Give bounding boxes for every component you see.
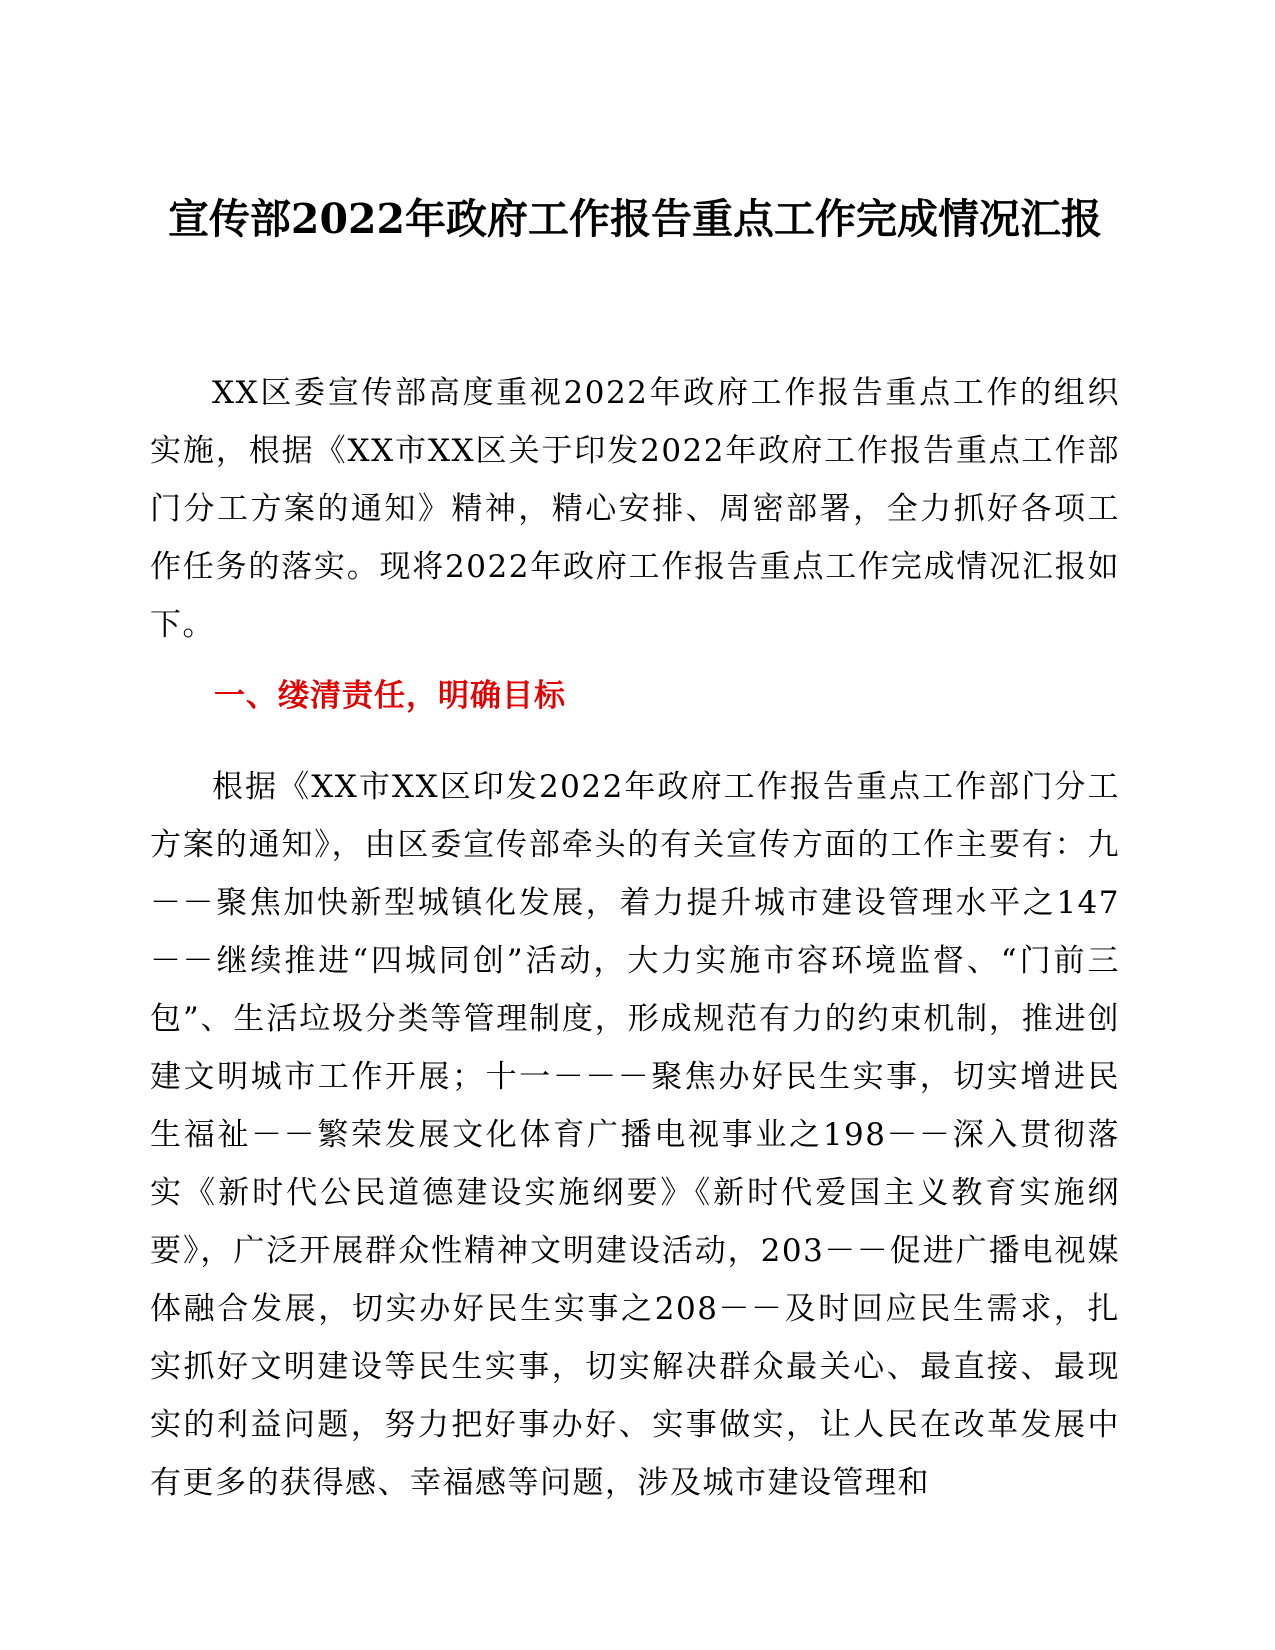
document-title: 宣传部2022年政府工作报告重点工作完成情况汇报: [167, 195, 1103, 243]
body-paragraph: 根据《XX市XX区印发2022年政府工作报告重点工作部门分工方案的通知》，由区委宣传部牵头的有关宣传方面的工作主要有：九－－聚焦加快新型城镇化发展，着力提升城市建设管理水平之147－－继续推进“四城同创”活动，大力实施市容环境监督、“门前三包”、生活垃圾分类等管理制度，形成规范有力的约束机制，推进创建文明城市工作开展；十一－－－聚焦办好民生实事，切实增进民生福祉－－繁荣发展文化体育广播电视事业之198－－深入贯彻落实《新时代公民道德建设实施纲要》《新时代爱国主义教育实施纲要》，广泛开展群众性精神文明建设活动，203－－促进广播电视媒体融合发展，切实办好民生实事之208－－及时回应民生需求，扎实抓好文明建设等民生实事，切实解决群众最关心、最直接、最现实的利益问题，努力把好事办好、实事做实，让人民在改革发展中有更多的获得感、幸福感等问题，涉及城市建设管理和: [150, 769, 1120, 1501]
intro-paragraph: XX区委宣传部高度重视2022年政府工作报告重点工作的组织实施，根据《XX市XX区关于印发2022年政府工作报告重点工作部门分工方案的通知》精神，精心安排、周密部署，全力抓好各项工作任务的落实。现将2022年政府工作报告重点工作完成情况汇报如下。: [150, 375, 1120, 643]
section-heading: 一、缕清责任，明确目标: [214, 678, 566, 714]
